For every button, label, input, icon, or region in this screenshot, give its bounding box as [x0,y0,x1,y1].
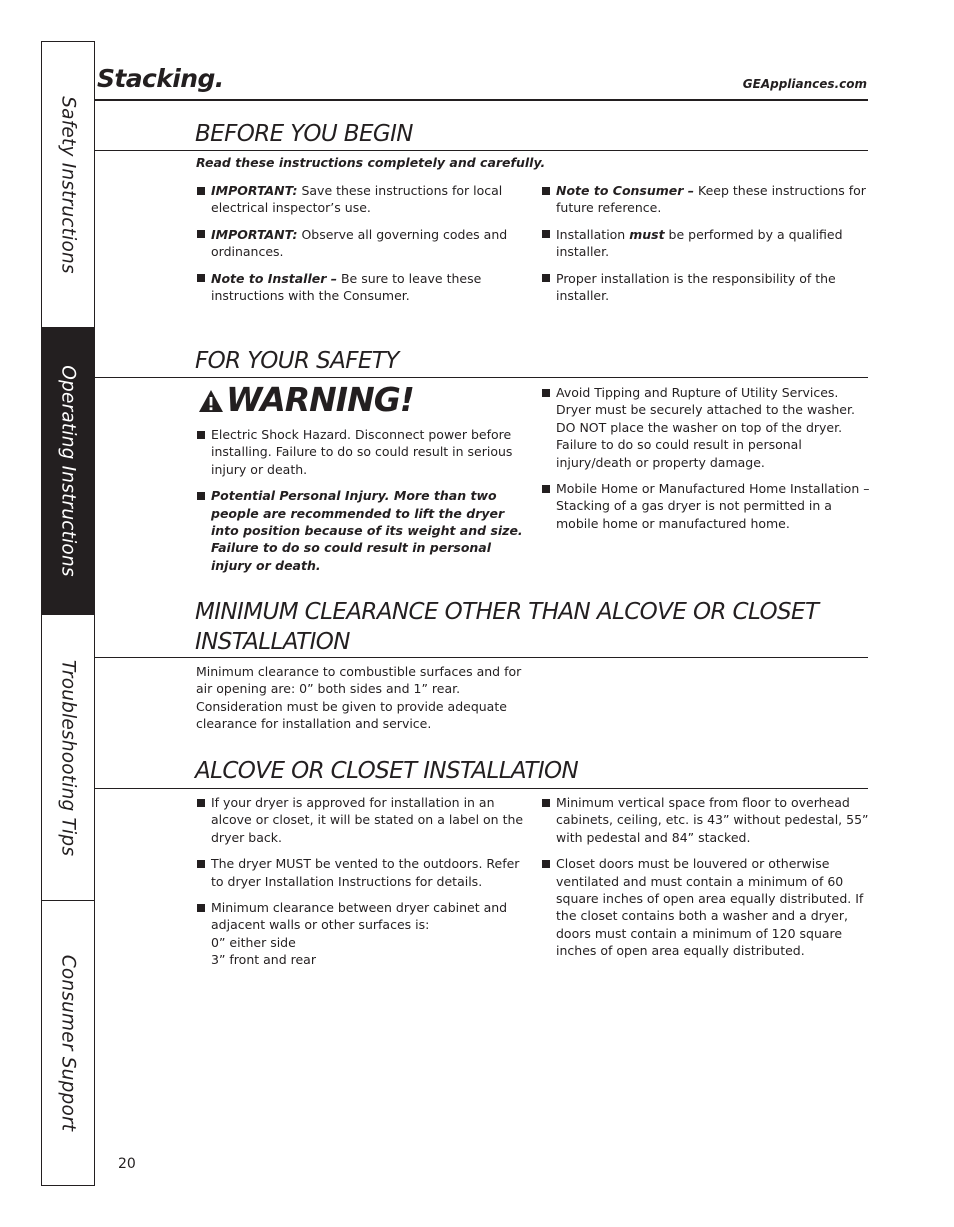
bullet-text: Electric Shock Hazard. Disconnect power before installing. Failure to do so could result in serious injury or death. [211,427,513,477]
bullet-text: Keep these instructions for future reference. [556,183,866,216]
bullet-text: Closet doors must be louvered or otherwise ventilated and must contain a minimum of 60 square inches of open area equally distributed. If the closet contains both a washer and a dryer, doors must contain a minimum of 120 square inches of open area equally distributed. [556,856,864,959]
section-heading-before-you-begin: BEFORE YOU BEGIN [195,121,413,147]
side-tabs [41,41,95,1186]
tab-operating-instructions[interactable] [42,328,94,615]
page-title: Stacking. [97,64,224,93]
site-url[interactable]: GEAppliances.com [742,77,867,91]
bullet-lead: IMPORTANT: [211,183,298,198]
intro-text: Read these instructions completely and carefully. [196,155,546,170]
section-divider [95,377,868,378]
before-right-column [541,182,871,313]
tab-label: Consumer Support [57,954,79,1132]
section-divider [95,150,868,151]
bullet-text: The dryer MUST be vented to the outdoors. Refer to dryer Installation Instructions for details. [211,856,520,889]
tab-label: Troubleshooting Tips [57,659,79,856]
alcove-left-column [196,794,526,978]
list-item [196,855,526,890]
list-item [196,487,526,574]
list-item [541,480,871,532]
bullet-emphasis: must [629,226,665,242]
warning-label: WARNING! [226,380,414,419]
safety-left-column [196,426,526,583]
title-divider [95,99,868,101]
list-item [541,182,871,217]
list-item [541,855,871,959]
list-item [541,226,871,261]
warning-banner [198,380,414,419]
alcove-right-column [541,794,871,969]
list-item [196,226,526,261]
bullet-text: Installation [556,226,630,242]
section-divider [95,657,868,658]
bullet-text: Mobile Home or Manufactured Home Installation – Stacking of a gas dryer is not permitted in a mobile home or manufactured home. [556,481,870,531]
list-item [541,384,871,471]
warning-triangle-icon [198,389,224,413]
bullet-text: 3” front and rear [211,952,316,968]
bullet-text: Minimum clearance between dryer cabinet and adjacent walls or other surfaces is: [211,900,508,933]
section-heading-alcove-closet: ALCOVE OR CLOSET INSTALLATION [195,758,579,784]
list-item [541,270,871,305]
bullet-text: 0” either side [211,934,296,950]
list-item [196,426,526,478]
page-number: 20 [118,1156,136,1172]
bullet-text: be performed by a qualified installer. [556,226,843,260]
before-left-column [196,182,526,313]
bullet-lead: Note to Installer – [211,270,337,286]
bullet-text: Be sure to leave these instructions with the Consumer. [211,270,482,304]
list-item [196,899,526,969]
list-item [196,270,526,305]
safety-right-column [541,384,871,541]
tab-consumer-support[interactable] [42,901,94,1185]
heading-line: INSTALLATION [195,629,350,655]
bullet-text: Potential Personal Injury. More than two people are recommended to lift the dryer into position because of its weight and size. Failure to do so could result in personal injury or death. [211,488,523,573]
tab-troubleshooting-tips[interactable] [42,615,94,901]
tab-safety-instructions[interactable] [42,42,94,328]
list-item [196,182,526,217]
section-heading-for-your-safety: FOR YOUR SAFETY [195,348,399,374]
section-divider [95,788,868,789]
bullet-lead: Note to Consumer – [556,183,695,198]
minimum-clearance-text: Minimum clearance to combustible surfaces and for air opening are: 0” both sides and 1” rear. Consideration must be given to provide adequate clearance for installation and service. [196,664,522,732]
tab-label: Safety Instructions [57,95,79,274]
bullet-text: Save these instructions for local electrical inspector’s use. [211,183,503,216]
list-item [541,794,871,846]
bullet-text: Observe all governing codes and ordinances. [211,226,508,260]
bullet-text: Avoid Tipping and Rupture of Utility Services. Dryer must be securely attached to the washer. DO NOT place the washer on top of the dryer. Failure to do so could result in personal injury/death or property damage. [556,385,855,470]
bullet-text: Proper installation is the responsibility of the installer. [556,270,836,304]
tab-label: Operating Instructions [57,365,79,577]
bullet-text: Minimum vertical space from floor to overhead cabinets, ceiling, etc. is 43” without pedestal, 55” with pedestal and 84” stacked. [556,795,869,845]
heading-line: MINIMUM CLEARANCE OTHER THAN ALCOVE OR CLOSET [195,599,819,625]
section-heading-minimum-clearance [195,597,818,657]
bullet-lead: IMPORTANT: [211,226,298,242]
bullet-text: If your dryer is approved for installation in an alcove or closet, it will be stated on a label on the dryer back. [211,795,524,845]
list-item [196,794,526,846]
